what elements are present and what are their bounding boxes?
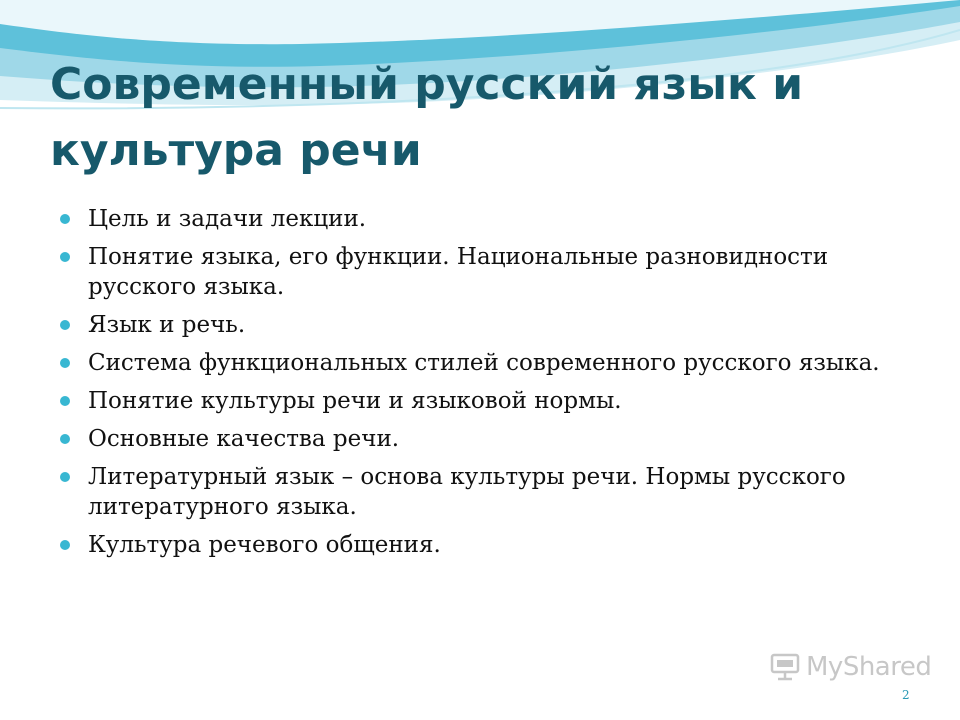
bullet-icon: [60, 540, 70, 550]
bullet-text: Литературный язык – основа культуры речи. Нормы русского литературного языка.: [88, 464, 846, 520]
bullet-icon: [60, 396, 70, 406]
bullet-item: [60, 348, 880, 378]
bullet-icon: [60, 358, 70, 368]
bullet-item: [60, 424, 880, 454]
bullet-text: Цель и задачи лекции.: [88, 206, 367, 232]
bullet-item: [60, 462, 880, 522]
bullet-text: Система функциональных стилей современного русского языка.: [88, 350, 880, 376]
bullet-item: [60, 530, 880, 560]
bullet-item: [60, 204, 880, 234]
bullet-text: Понятие культуры речи и языковой нормы.: [88, 388, 622, 414]
presentation-screen-icon: [770, 653, 800, 681]
bullet-icon: [60, 214, 70, 224]
bullet-text: Культура речевого общения.: [88, 532, 441, 558]
bullet-item: [60, 242, 880, 302]
bullet-text: Понятие языка, его функции. Национальные разновидности русского языка.: [88, 244, 829, 300]
watermark-text: MyShared: [806, 652, 932, 682]
page-number: 2: [902, 688, 910, 702]
bullet-text: Язык и речь.: [88, 312, 246, 338]
bullet-icon: [60, 252, 70, 262]
bullet-text: Основные качества речи.: [88, 426, 400, 452]
bullet-icon: [60, 434, 70, 444]
bullet-item: [60, 386, 880, 416]
bullet-list: [60, 204, 880, 568]
bullet-icon: [60, 472, 70, 482]
bullet-item: [60, 310, 880, 340]
watermark: [770, 652, 931, 682]
bullet-icon: [60, 320, 70, 330]
slide-title: Современный русский язык и культура речи: [50, 59, 804, 176]
